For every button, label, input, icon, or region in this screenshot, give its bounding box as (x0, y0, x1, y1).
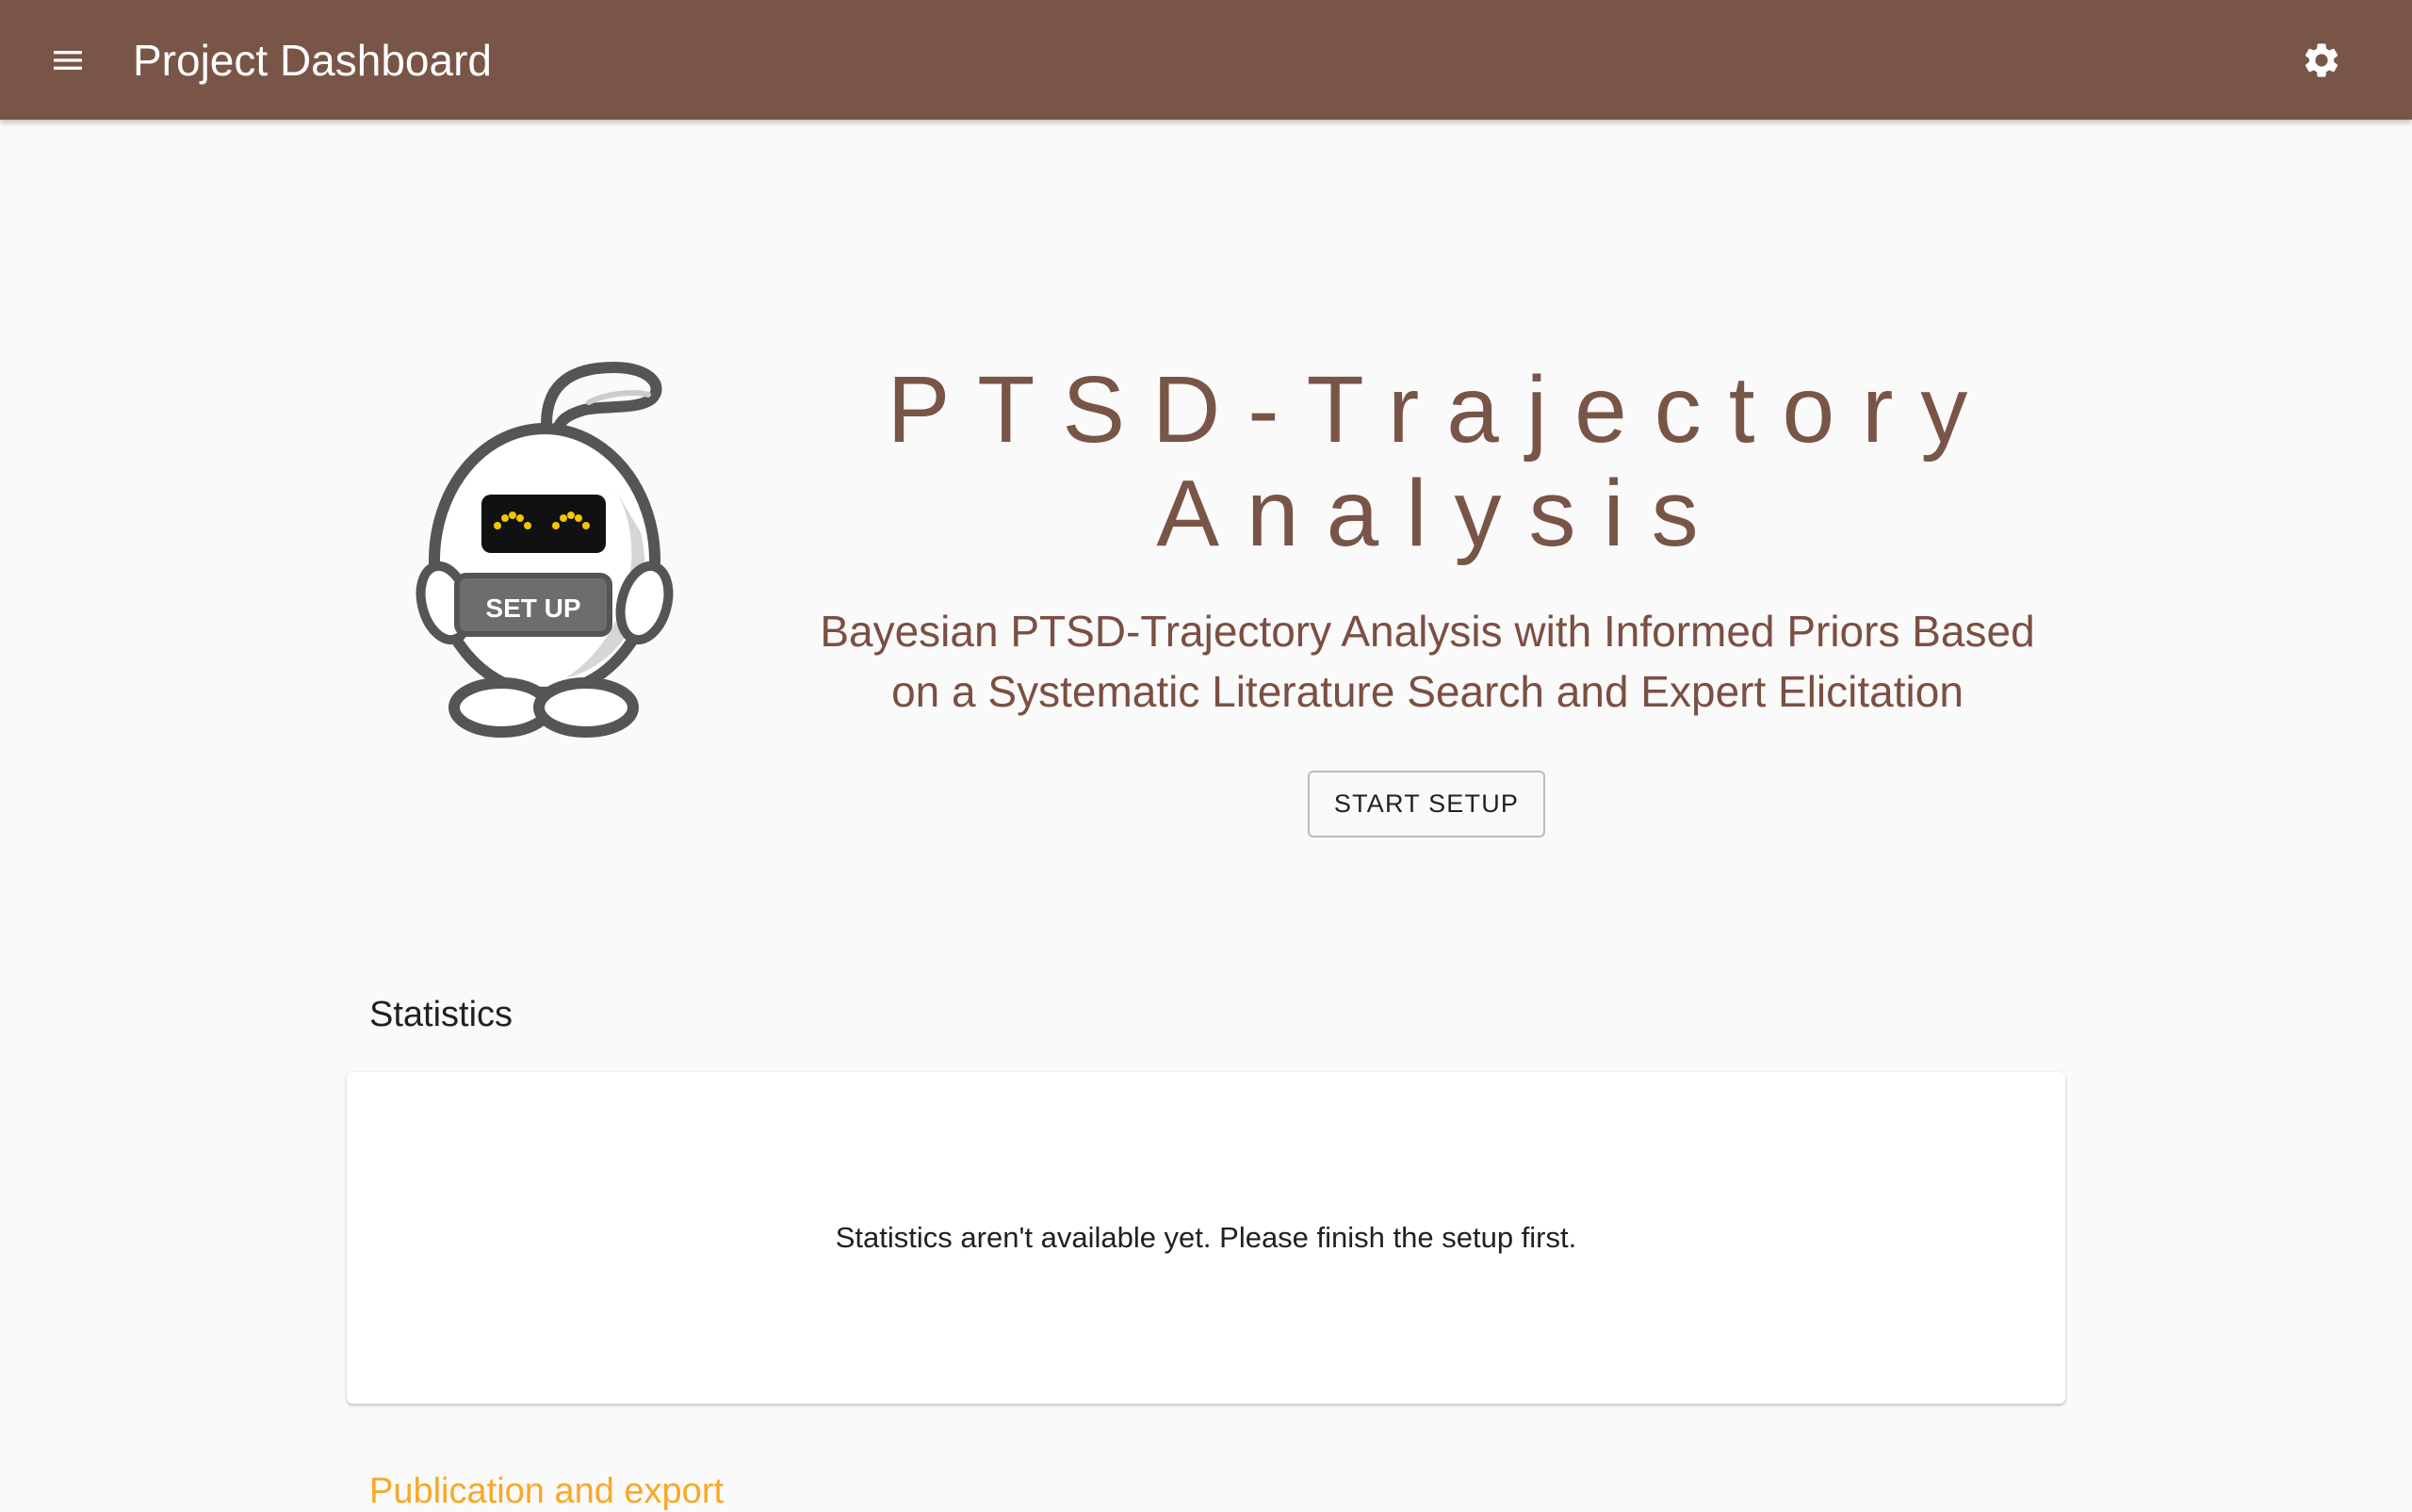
app-bar (0, 0, 2412, 120)
app-title: Project Dashboard (133, 35, 492, 85)
project-subtitle (773, 601, 2082, 722)
gear-icon (2301, 40, 2342, 81)
statistics-empty-message: Statistics aren't available yet. Please finish the setup first. (835, 1221, 1577, 1254)
menu-icon (49, 41, 87, 79)
start-setup-button[interactable]: START SETUP (1308, 771, 1545, 837)
publication-export-heading: Publication and export (369, 1471, 725, 1511)
project-subtitle-line2: on a Systematic Literature Search and Expert Elicitation (891, 667, 1964, 716)
project-subtitle-line1: Bayesian PTSD-Trajectory Analysis with Informed Priors Based (820, 607, 2035, 656)
project-title-line2: Analysis (1156, 461, 1726, 566)
setup-robot-illustration (405, 353, 697, 749)
project-hero (773, 358, 2082, 722)
project-title-line1: PTSD-Trajectory (887, 357, 1996, 463)
statistics-heading: Statistics (369, 995, 513, 1034)
settings-button[interactable] (2293, 32, 2350, 89)
menu-button[interactable] (40, 32, 96, 89)
robot-badge-label: SET UP (485, 593, 581, 623)
project-title (773, 358, 2082, 565)
statistics-card (347, 1072, 2065, 1404)
